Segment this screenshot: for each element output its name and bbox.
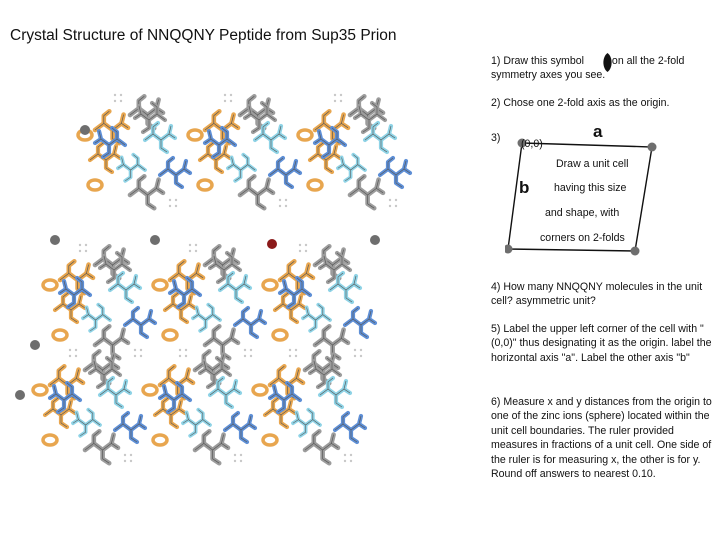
water-molecules xyxy=(130,460,132,462)
water-molecules xyxy=(350,460,352,462)
water-molecules xyxy=(344,460,346,462)
zinc-ion-sphere xyxy=(15,390,25,400)
water-molecules xyxy=(230,94,232,96)
tyrosine-ring xyxy=(298,130,312,140)
water-molecules xyxy=(79,244,81,246)
water-molecules xyxy=(299,244,301,246)
corner-marker-bottom-right xyxy=(631,247,640,256)
water-molecules xyxy=(334,94,336,96)
zinc-ion-sphere xyxy=(30,340,40,350)
origin-label: (0,0) xyxy=(521,138,543,150)
molecule-gray xyxy=(245,103,275,132)
water-molecules xyxy=(130,454,132,456)
water-molecules xyxy=(395,199,397,201)
axis-b-label: b xyxy=(519,178,530,197)
tyrosine-ring xyxy=(153,435,167,445)
water-molecules xyxy=(350,454,352,456)
water-molecules xyxy=(240,460,242,462)
water-molecules xyxy=(279,205,281,207)
water-molecules xyxy=(79,250,81,252)
zinc-ion-sphere xyxy=(150,235,160,245)
water-molecules xyxy=(124,454,126,456)
cell-instruction-4: corners on 2-folds xyxy=(540,232,625,244)
cell-instruction-1: Draw a unit cell xyxy=(556,158,629,170)
water-molecules xyxy=(295,355,297,357)
water-molecules xyxy=(305,244,307,246)
water-molecules xyxy=(240,454,242,456)
water-molecules xyxy=(289,349,291,351)
water-molecules xyxy=(285,205,287,207)
zinc-ion-sphere xyxy=(80,125,90,135)
water-molecules xyxy=(340,94,342,96)
water-molecules xyxy=(340,100,342,102)
tyrosine-ring xyxy=(43,280,57,290)
water-molecules xyxy=(179,349,181,351)
molecule-blue xyxy=(380,158,410,187)
water-molecules xyxy=(279,199,281,201)
tyrosine-ring xyxy=(33,385,47,395)
origin-marker-sphere xyxy=(267,239,277,249)
water-molecules xyxy=(360,349,362,351)
water-molecules xyxy=(250,355,252,357)
water-molecules xyxy=(244,355,246,357)
water-molecules xyxy=(175,205,177,207)
step-6-text: 6) Measure x and y distances from the origin to one of the zinc ions (sphere) located within the unit cell boundaries. The ruler provided measures in fractions of a unit cell. One side of the ruler is for measuring x, the other is for y. Round off answers to nearest 0.10. xyxy=(491,396,712,481)
molecule-blue xyxy=(125,308,155,337)
molecule-gray xyxy=(200,358,230,387)
water-molecules xyxy=(244,349,246,351)
molecule-blue xyxy=(345,308,375,337)
water-molecules xyxy=(140,349,142,351)
molecule-gray xyxy=(100,253,130,282)
molecule-blue xyxy=(335,413,365,442)
molecule-gray xyxy=(135,103,165,132)
water-molecules xyxy=(85,250,87,252)
water-molecules xyxy=(354,355,356,357)
tyrosine-ring xyxy=(263,280,277,290)
tyrosine-ring xyxy=(188,130,202,140)
water-molecules xyxy=(230,100,232,102)
molecule-gray xyxy=(310,358,340,387)
molecule-gray xyxy=(85,431,118,463)
water-molecules xyxy=(185,355,187,357)
tyrosine-ring xyxy=(253,385,267,395)
water-molecules xyxy=(234,454,236,456)
water-molecules xyxy=(140,355,142,357)
water-molecules xyxy=(120,94,122,96)
water-molecules xyxy=(124,460,126,462)
zinc-ion-sphere xyxy=(370,235,380,245)
water-molecules xyxy=(114,94,116,96)
step-1-before: 1) Draw this symbol xyxy=(491,55,585,67)
molecule-gray xyxy=(210,253,240,282)
water-molecules xyxy=(134,349,136,351)
tyrosine-ring xyxy=(143,385,157,395)
water-molecules xyxy=(305,250,307,252)
step-5-text: 5) Label the upper left corner of the cell with "(0,0)" thus designating it as the origin. label the horizontal axis "a". Label the other axis "b" xyxy=(491,323,712,364)
water-molecules xyxy=(224,94,226,96)
water-molecules xyxy=(234,460,236,462)
water-molecules xyxy=(389,199,391,201)
water-molecules xyxy=(224,100,226,102)
tyrosine-ring xyxy=(53,330,67,340)
tyrosine-ring xyxy=(308,180,322,190)
corner-marker-bottom-left xyxy=(505,245,513,254)
water-molecules xyxy=(360,355,362,357)
water-molecules xyxy=(295,349,297,351)
water-molecules xyxy=(179,355,181,357)
molecule-gray xyxy=(195,431,228,463)
tyrosine-ring xyxy=(153,280,167,290)
water-molecules xyxy=(250,349,252,351)
tyrosine-ring xyxy=(198,180,212,190)
water-molecules xyxy=(85,244,87,246)
water-molecules xyxy=(189,250,191,252)
molecule-gray xyxy=(130,176,163,208)
water-molecules xyxy=(120,100,122,102)
water-molecules xyxy=(114,100,116,102)
lens-icon xyxy=(602,53,613,72)
water-molecules xyxy=(189,244,191,246)
water-molecules xyxy=(169,199,171,201)
molecule-gray xyxy=(305,431,338,463)
page-title: Crystal Structure of NNQQNY Peptide from Sup35 Prion xyxy=(10,27,397,44)
corner-marker-top-right xyxy=(648,143,657,152)
water-molecules xyxy=(185,349,187,351)
molecule-blue xyxy=(160,158,190,187)
zinc-ion-sphere xyxy=(50,235,60,245)
tyrosine-ring xyxy=(43,435,57,445)
water-molecules xyxy=(69,355,71,357)
tyrosine-ring xyxy=(263,435,277,445)
water-molecules xyxy=(69,349,71,351)
step-4-text: 4) How many NNQQNY molecules in the unit cell? asymmetric unit? xyxy=(491,281,703,308)
water-molecules xyxy=(299,250,301,252)
step-3-number: 3) xyxy=(491,132,501,144)
water-molecules xyxy=(75,355,77,357)
water-molecules xyxy=(175,199,177,201)
molecule-gray xyxy=(355,103,385,132)
step-2-text: 2) Chose one 2-fold axis as the origin. xyxy=(491,97,670,109)
water-molecules xyxy=(395,205,397,207)
crystal-structure-image xyxy=(0,80,490,540)
cell-instruction-3: and shape, with xyxy=(545,207,620,219)
water-molecules xyxy=(75,349,77,351)
water-molecules xyxy=(195,250,197,252)
water-molecules xyxy=(134,355,136,357)
tyrosine-ring xyxy=(88,180,102,190)
tyrosine-ring xyxy=(273,330,287,340)
water-molecules xyxy=(344,454,346,456)
water-molecules xyxy=(389,205,391,207)
step-1-after: on all the 2-fold symmetry axes you see. xyxy=(491,55,685,82)
molecule-blue xyxy=(235,308,265,337)
molecule-gray xyxy=(90,358,120,387)
step-1-text xyxy=(491,54,706,83)
water-molecules xyxy=(195,244,197,246)
tyrosine-ring xyxy=(163,330,177,340)
water-molecules xyxy=(285,199,287,201)
water-molecules xyxy=(334,100,336,102)
molecule-blue xyxy=(225,413,255,442)
cell-instruction-2: having this size xyxy=(554,182,627,194)
molecule-gray xyxy=(240,176,273,208)
molecule-gray xyxy=(320,253,350,282)
water-molecules xyxy=(289,355,291,357)
molecule-blue xyxy=(115,413,145,442)
molecule-gray xyxy=(350,176,383,208)
water-molecules xyxy=(354,349,356,351)
molecule-blue xyxy=(270,158,300,187)
axis-a-label: a xyxy=(593,122,603,141)
water-molecules xyxy=(169,205,171,207)
